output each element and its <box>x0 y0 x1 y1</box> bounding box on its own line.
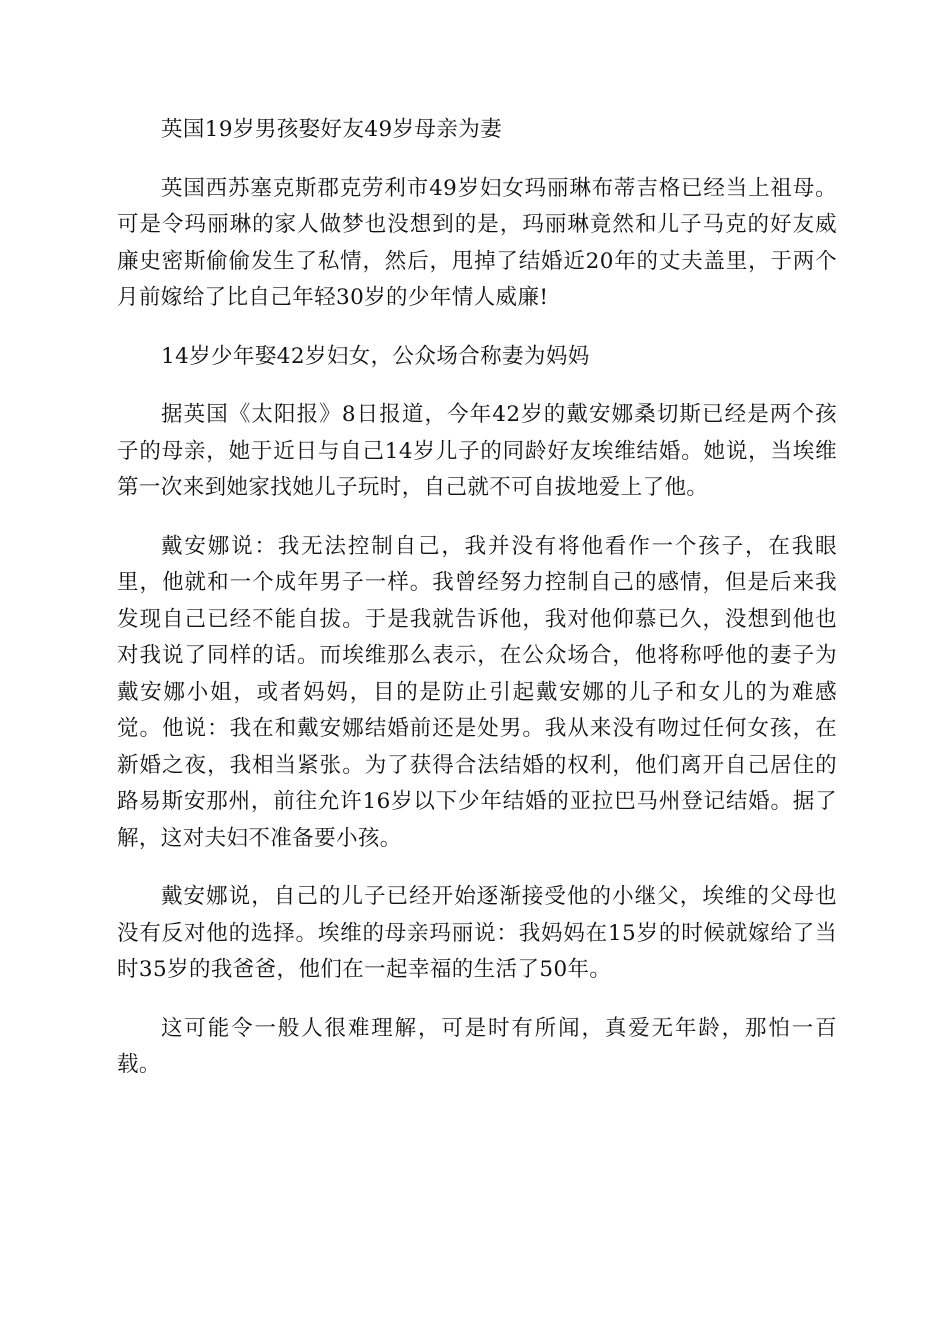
paragraph-5: 这可能令一般人很难理解，可是时有所闻，真爱无年龄，那怕一百载。 <box>117 1015 837 1077</box>
paragraph-2: 据英国《太阳报》8日报道，今年42岁的戴安娜桑切斯已经是两个孩子的母亲，她于近日与自己14岁儿子的同龄好友埃维结婚。她说，当埃维第一次来到她家找她儿子玩时，自己就不可自拔地爱上了他。 <box>117 402 837 500</box>
paragraph-1: 英国西苏塞克斯郡克劳利市49岁妇女玛丽琳布蒂吉格已经当上祖母。可是令玛丽琳的家人做梦也没想到的是，玛丽琳竟然和儿子马克的好友威廉史密斯偷偷发生了私情，然后，甩掉了结婚近20年的丈夫盖里，于两个月前嫁给了比自己年轻30岁的少年情人威廉! <box>117 175 837 310</box>
paragraph-4: 戴安娜说，自己的儿子已经开始逐渐接受他的小继父，埃维的父母也没有反对他的选择。埃维的母亲玛丽说：我妈妈在15岁的时候就嫁给了当时35岁的我爸爸，他们在一起幸福的生活了50年。 <box>117 884 837 982</box>
paragraph-3: 戴安娜说：我无法控制自己，我并没有将他看作一个孩子，在我眼里，他就和一个成年男子一样。我曾经努力控制自己的感情，但是后来我发现自己已经不能自拔。于是我就告诉他，我对他仰慕已久，没想到他也对我说了同样的话。而埃维那么表示，在公众场合，他将称呼他的妻子为戴安娜小姐，或者妈妈，目的是防止引起戴安娜的儿子和女儿的为难感觉。他说：我在和戴安娜结婚前还是处男。我从来没有吻过任何女孩，在新婚之夜，我相当紧张。为了获得合法结婚的权利，他们离开自己居住的路易斯安那州，前往允许16岁以下少年结婚的亚拉巴马州登记结婚。据了解，这对夫妇不准备要小孩。 <box>117 533 837 851</box>
subheading-2: 14岁少年娶42岁妇女，公众场合称妻为妈妈 <box>161 343 590 369</box>
article-body <box>117 112 837 1106</box>
subheading-1: 英国19岁男孩娶好友49岁母亲为妻 <box>161 117 503 142</box>
